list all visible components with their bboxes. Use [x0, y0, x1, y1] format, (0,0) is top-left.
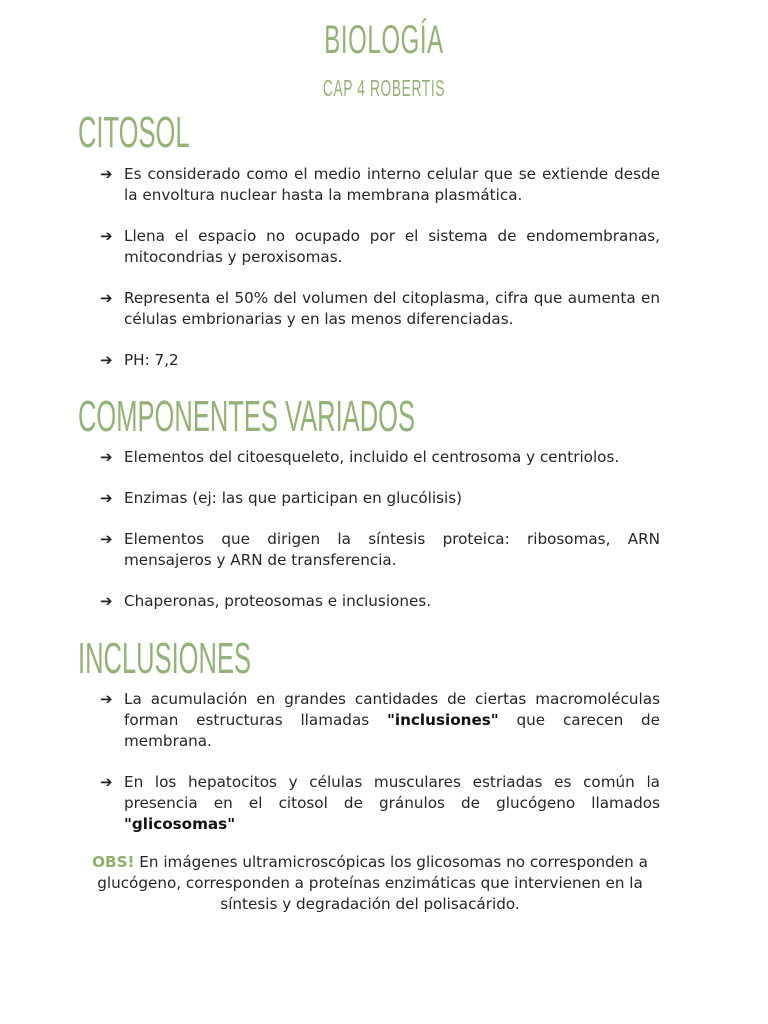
arrow-icon: ➔ — [100, 489, 113, 507]
list-item: ➔ Elementos que dirigen la síntesis proteica: ribosomas, ARN mensajeros y ARN de transferencia. — [100, 530, 660, 569]
list-item: ➔ Chaperonas, proteosomas e inclusiones. — [100, 592, 432, 610]
arrow-icon: ➔ — [100, 227, 113, 245]
arrow-icon: ➔ — [100, 592, 113, 610]
arrow-icon: ➔ — [100, 165, 113, 183]
list-item: ➔ Representa el 50% del volumen del citoplasma, cifra que aumenta en células embrionarias y en las menos diferenciadas. — [100, 289, 660, 328]
arrow-icon: ➔ — [100, 448, 113, 466]
arrow-icon: ➔ — [100, 530, 113, 548]
obs-text: En imágenes ultramicroscópicas los glicosomas no corresponden a glucógeno, corresponden a proteínas enzimáticas que intervienen en la síntesis y degradación del polisacárido. — [97, 853, 648, 913]
arrow-icon: ➔ — [100, 690, 113, 708]
inclusiones-list — [100, 689, 660, 855]
arrow-icon: ➔ — [100, 773, 113, 791]
section-heading-citosol: CITOSOL — [78, 108, 190, 157]
list-item: ➔ En los hepatocitos y células musculares estriadas es común la presencia en el citosol de gránulos de glucógeno llamados "glicosomas" — [100, 773, 660, 833]
arrow-icon: ➔ — [100, 351, 113, 369]
list-item: ➔ La acumulación en grandes cantidades de ciertas macromoléculas forman estructuras llamadas "inclusiones" que carecen de membrana. — [100, 690, 660, 750]
list-item: ➔ Elementos del citoesqueleto, incluido el centrosoma y centriolos. — [100, 448, 620, 466]
list-item: ➔ Llena el espacio no ocupado por el sistema de endomembranas, mitocondrias y peroxisomas. — [100, 227, 660, 266]
obs-label: OBS! — [92, 853, 135, 871]
section-heading-componentes: COMPONENTES VARIADOS — [78, 392, 416, 441]
list-item: ➔ Es considerado como el medio interno celular que se extiende desde la envoltura nuclear hasta la membrana plasmática. — [100, 165, 660, 204]
arrow-icon: ➔ — [100, 289, 113, 307]
obs-note — [78, 852, 662, 915]
citosol-list — [100, 164, 660, 391]
page-subtitle: CAP 4 ROBERTIS — [322, 75, 446, 101]
list-item: ➔ PH: 7,2 — [100, 351, 179, 369]
list-item: ➔ Enzimas (ej: las que participan en glucólisis) — [100, 489, 463, 507]
page-title: BIOLOGÍA — [324, 18, 444, 62]
componentes-list — [100, 447, 660, 632]
section-heading-inclusiones: INCLUSIONES — [78, 634, 252, 683]
